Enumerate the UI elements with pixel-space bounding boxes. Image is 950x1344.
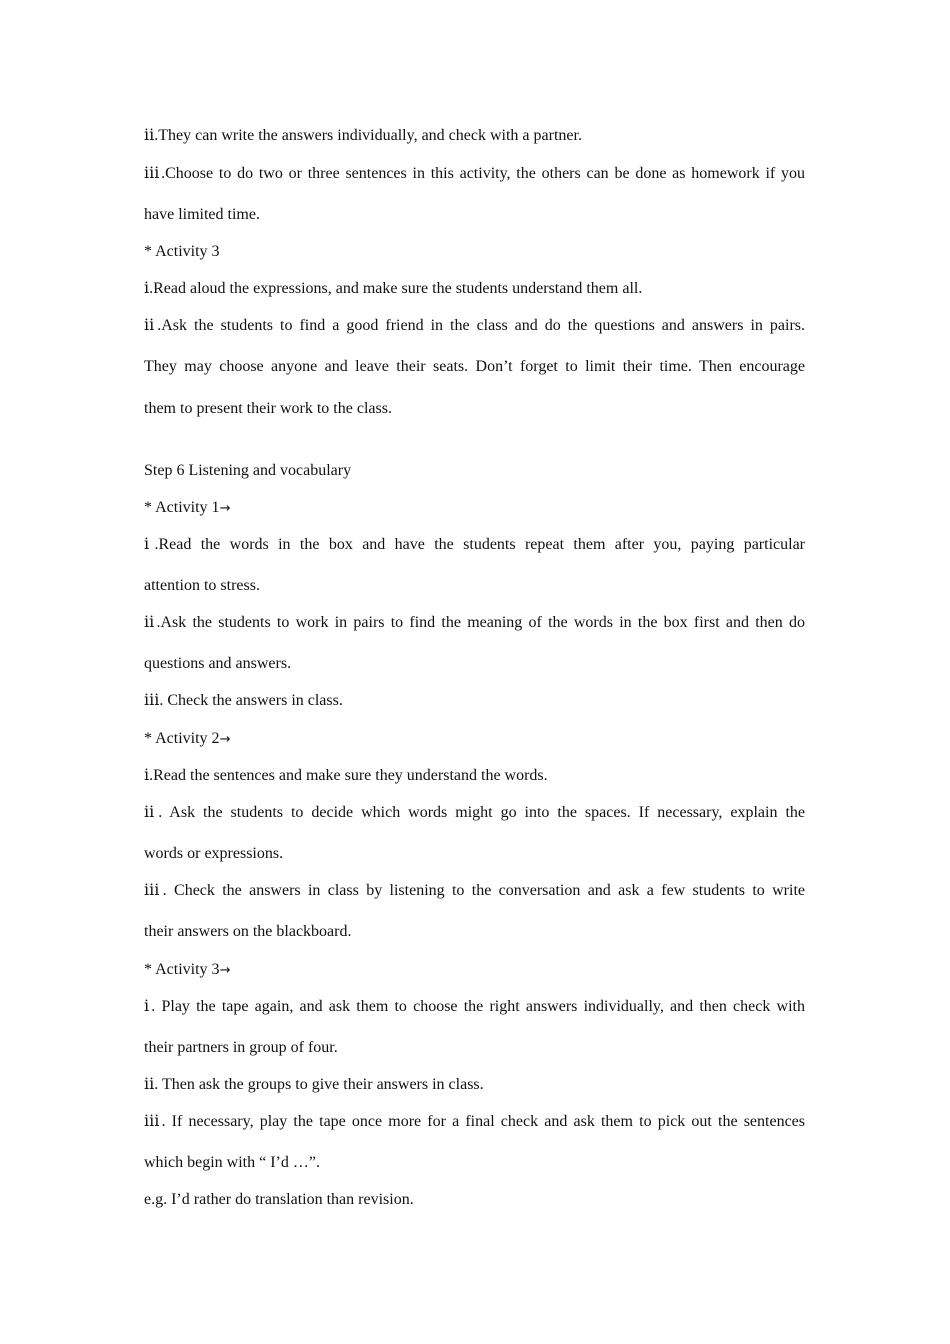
line-text: which begin with “ I’d …”. [144,1154,320,1171]
step6-activity-3-step-iii [144,1112,805,1132]
line-text: attention to stress. [144,577,260,594]
line-text: e.g. I’d rather do translation than revision. [144,1191,414,1208]
line-text: ⅲ.Choose to do two or three sentences in this activity, the others can be done as homework if you [144,165,805,182]
step6-activity-2-step-ii [144,803,805,823]
line-text: their answers on the blackboard. [144,923,352,940]
activity-3-step-ii [144,316,805,336]
step6-activity-1-step-i-cont [144,576,805,596]
line-text: them to present their work to the class. [144,400,392,417]
line-text: * Activity 1 [144,499,220,516]
activity-2-step-ii [144,126,805,146]
activity-2-step-iii-cont [144,205,805,225]
activity-3-step-ii-end [144,399,805,419]
step6-activity-1-heading [144,498,805,519]
activity-2-step-iii [144,164,805,184]
line-text: ⅱ. Then ask the groups to give their answers in class. [144,1076,484,1093]
step6-activity-2-heading [144,729,805,750]
step6-activity-1-step-iii [144,691,805,711]
line-text: Step 6 Listening and vocabulary [144,462,352,479]
arrow-icon: → [219,501,231,516]
step6-activity-3-step-iii-cont [144,1153,805,1173]
line-text: ⅰ.Read the sentences and make sure they understand the words. [144,767,548,784]
line-text: ⅲ. Check the answers in class by listening to the conversation and ask a few students to write [144,882,805,899]
line-text: ⅰ.Read the words in the box and have the students repeat them after you, paying particular [144,536,805,553]
step6-activity-3-step-i-cont [144,1038,805,1058]
activity-3-step-i [144,279,805,299]
step6-activity-1-step-ii [144,613,805,633]
step-6-heading [144,461,805,481]
step6-activity-1-step-i [144,535,805,555]
line-text: words or expressions. [144,845,284,862]
arrow-icon: → [219,963,231,978]
line-text: have limited time. [144,206,260,223]
line-text: ⅲ. Check the answers in class. [144,692,343,709]
line-text: their partners in group of four. [144,1039,338,1056]
arrow-icon: → [219,732,231,747]
line-text: * Activity 2 [144,730,220,747]
line-text: questions and answers. [144,655,292,672]
line-text: ⅰ. Play the tape again, and ask them to choose the right answers individually, and then check with [144,998,805,1015]
step6-activity-2-step-iii-cont [144,922,805,942]
step6-activity-3-heading [144,960,805,981]
line-text: They may choose anyone and leave their seats. Don’t forget to limit their time. Then encourage [144,358,805,375]
line-text: ⅲ. If necessary, play the tape once more for a final check and ask them to pick out the sentences [144,1113,805,1130]
step6-activity-2-step-ii-cont [144,844,805,864]
step6-activity-2-step-iii [144,881,805,901]
step6-activity-1-step-ii-cont [144,654,805,674]
line-text: ⅱ.Ask the students to work in pairs to find the meaning of the words in the box first and then do [144,614,805,631]
step6-activity-3-step-ii [144,1075,805,1095]
step6-activity-2-step-i [144,766,805,786]
line-text: ⅰ.Read aloud the expressions, and make sure the students understand them all. [144,280,643,297]
line-text: * Activity 3 [144,961,220,978]
line-text: ⅱ.Ask the students to find a good friend in the class and do the questions and answers in pairs. [144,317,805,334]
example-sentence [144,1190,805,1210]
line-text: ⅱ.They can write the answers individually, and check with a partner. [144,127,582,144]
line-text: * Activity 3 [144,243,220,260]
step6-activity-3-step-i [144,997,805,1017]
activity-3-heading [144,242,805,262]
activity-3-step-ii-cont [144,357,805,377]
line-text: ⅱ. Ask the students to decide which words might go into the spaces. If necessary, explain the [144,804,805,821]
